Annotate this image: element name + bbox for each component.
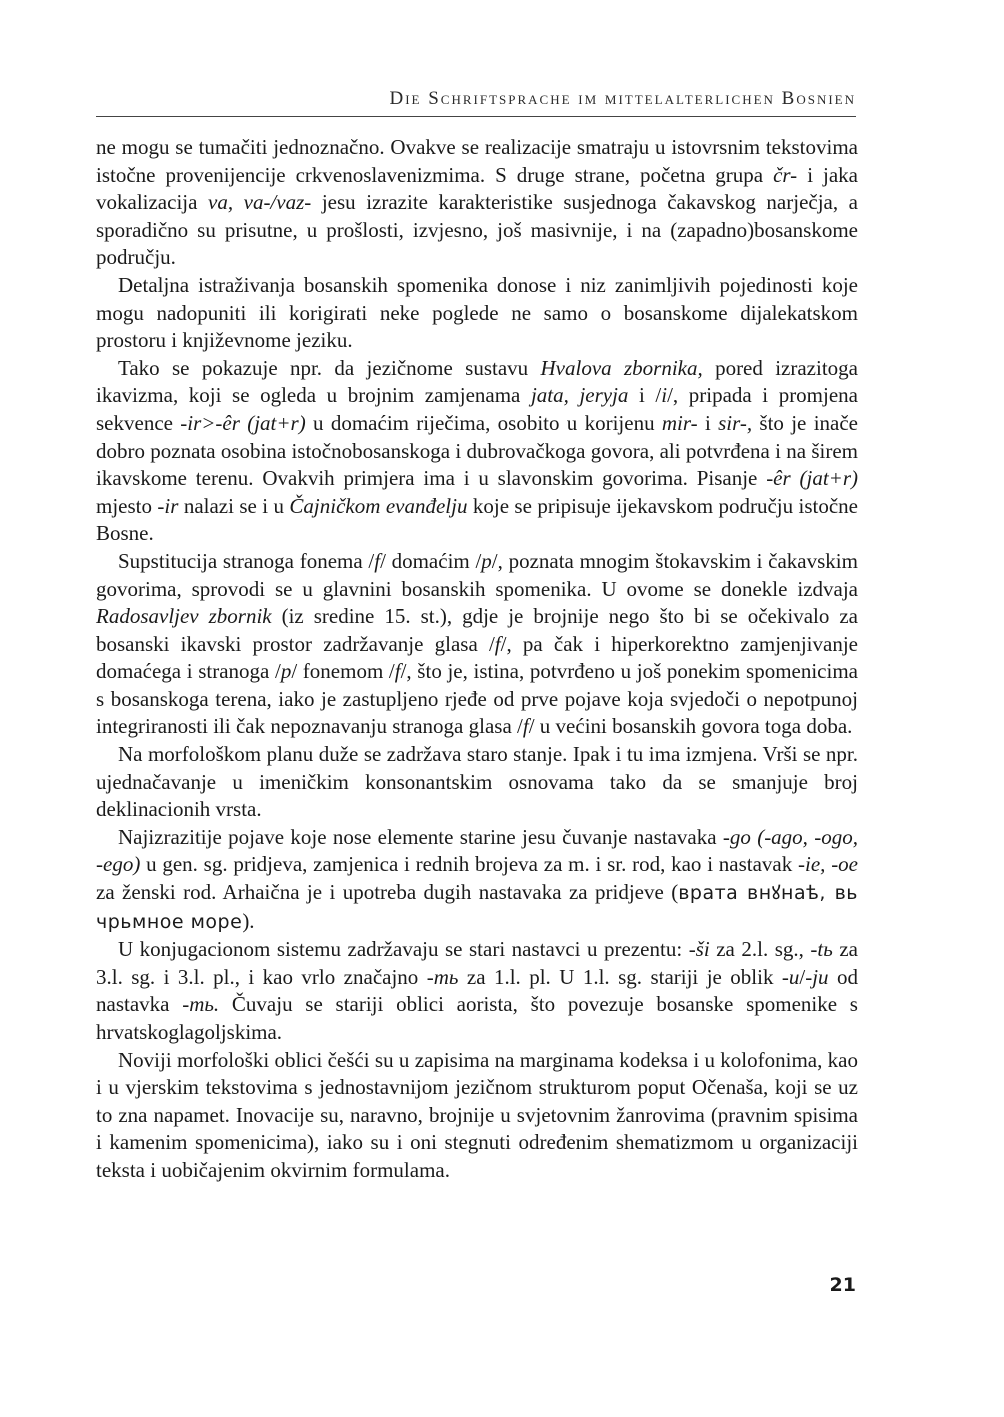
italic-term: jata, jeryja	[530, 383, 629, 408]
italic-term: -êr (jat+r)	[766, 466, 858, 491]
text-run: od nastavka	[96, 964, 858, 1017]
text-run: za 3.l. sg. i 3.l. pl., i kao vrlo značajno	[96, 937, 858, 989]
text-run: (iz sredine 15. st.), gdje je brojnije nego što bi se očekivalo za bosanski ikavski prostor zadržavanje glasa /	[96, 604, 858, 656]
italic-term: f	[494, 631, 501, 656]
text-run: /, poznata mnogim štokavskim i čakavskim govorima, sprovodi se u glavnini bosanskih spomenika. U ovome se donekle izdvaja	[96, 548, 858, 601]
text-run: koje se pripisuje ijekavskom području istočne Bosne.	[96, 493, 858, 546]
header-rule	[96, 116, 856, 117]
italic-title: Hvalova zbornika,	[540, 355, 703, 380]
paragraph-7	[96, 936, 858, 1046]
text-run: Čuvaju se stariji oblici aorista, što povezuje bosanske spomenike s hrvatskoglagoljskima.	[96, 992, 858, 1044]
paragraph-5: Na morfološkom planu duže se zadržava staro stanje. Ipak i tu ima izmjena. Vrši se npr. ujednačavanje u imeničkim konsonantskim osnovama tako da se smanjuje broj deklinacionih vrsta.	[96, 742, 858, 822]
italic-term: -tь	[810, 937, 833, 962]
italic-term: -mь.	[182, 992, 220, 1017]
text-run: / u većini bosanskih govora toga doba.	[528, 714, 853, 739]
italic-term: -ši	[688, 937, 710, 962]
italic-term: f	[522, 714, 529, 739]
text-run: nalazi se i u	[178, 493, 290, 518]
text-run: za 2.l. sg.,	[709, 937, 811, 962]
text-run: i jaka vokalizacija	[96, 162, 858, 215]
text-run: U konjugacionom sistemu zadržavaju se stari nastavci u prezentu:	[118, 937, 689, 962]
italic-term: -ir>-êr (jat+r)	[180, 410, 306, 435]
old-script-quote: врата внꙋнаѣ, вь чрьмное море	[96, 882, 858, 933]
text-run: mjesto	[96, 493, 158, 518]
italic-term: va, va-/vaz-	[208, 190, 312, 215]
paragraph-3	[96, 355, 858, 548]
text-run: / fonemom /	[291, 659, 395, 684]
text-run: /	[799, 964, 806, 989]
italic-term: p	[481, 548, 492, 573]
paragraph-1	[96, 134, 858, 272]
italic-term: sir-,	[718, 410, 753, 435]
italic-term: čr-	[773, 162, 798, 187]
text-run: ).	[242, 908, 255, 933]
text-run: za 1.l. pl. U 1.l. sg. stariji je oblik	[458, 964, 782, 989]
page-number: 21	[829, 1274, 856, 1296]
text-run: Tako se pokazuje npr. da jezičnome sustavu	[118, 355, 541, 380]
italic-term: i	[661, 383, 668, 408]
paragraph-6	[96, 824, 858, 936]
italic-term: -ir	[157, 493, 179, 518]
text-run: /, što je, istina, potvrđeno u još ponekim spomenicima s bosanskoga terena, iako je zastupljeno rjeđe od prve pojave koja svjedoči o nepotpunoj integriranosti ili čak nepoznavanju stranoga glasa /	[96, 659, 858, 739]
italic-title: Čajničkom evanđelju	[289, 493, 468, 518]
text-run: što je inače dobro poznata osobina istočnobosanskoga i dubrovačkoga govora, ali potvrđena i na širem ikavskome terenu. Ovakvih primjera ima i u slavonskim govorima. Pisanje	[96, 410, 858, 491]
italic-term: f	[374, 548, 381, 573]
italic-term: -mь	[426, 964, 459, 989]
text-run: pored izrazitoga ikavizma, koji se ogleda u brojnim zamjenama	[96, 355, 858, 408]
text-run: i	[697, 410, 719, 435]
text-run: Supstitucija stranoga fonema /	[118, 548, 375, 573]
text-run: i /	[628, 383, 662, 408]
text-run: u gen. sg. pridjeva, zamjenica i rednih brojeva za m. i sr. rod, kao i nastavak	[140, 852, 799, 877]
text-run: /, pa čak i hiperkorektno zamjenjivanje domaćega i stranoga /	[96, 631, 858, 684]
text-run: u domaćim riječima, osobito u korijenu	[305, 410, 662, 435]
text-run: ne mogu se tumačiti jednoznačno. Ovakve se realizacije smatraju u istovrsnim tekstovima istočne provenijencije crkvenoslavenizmima. S druge strane, početna grupa	[96, 135, 858, 187]
italic-term: p	[280, 659, 292, 684]
text-run: Najizrazitije pojave koje nose elemente starine jesu čuvanje nastavaka	[118, 824, 723, 849]
text-run: jesu izrazite karakteristike susjednoga čakavskog narječja, a sporadično su prisutne, u prošlosti, izvjesno, još masivnije, i na (zapadno)bosanskome području.	[96, 190, 858, 270]
paragraph-4	[96, 548, 858, 741]
italic-term: mir-	[661, 410, 698, 435]
paragraph-8: Noviji morfološki oblici češći su u zapisima na marginama kodeksa i u kolofonima, kao i u vjerskim tekstovima s jednostavnijom jezičnom strukturom poput Očenaša, koji se uz to zna napamet. Inovacije su, naravno, brojnije u svjetovnim žanrovima (pravnim spisima i kamenim spomenicima), iako su i oni stegnuti određenim shematizmom u organizaciji teksta i uobičajenim okvirnim formulama.	[96, 1047, 858, 1182]
text-run: / domaćim /	[380, 548, 482, 573]
italic-term: -ie, -oe	[798, 852, 859, 877]
italic-term: -ju	[805, 964, 829, 989]
text-run: za ženski rod. Arhaična je i upotreba dugih nastavaka za pridjeve (	[96, 880, 679, 905]
italic-term: f	[394, 659, 401, 684]
text-run: /, pripada i promjena sekvence	[96, 383, 858, 435]
body-text	[96, 134, 858, 1185]
paragraph-2: Detaljna istraživanja bosanskih spomenika donose i niz zanimljivih pojedinosti koje mogu nadopuniti ili korigirati neke poglede ne samo o bosanskome dijalekatskom prostoru i književnome jeziku.	[96, 272, 858, 353]
italic-term: -u	[781, 964, 800, 989]
running-header: Die Schriftsprache im mittelalterlichen Bosnien	[389, 88, 856, 109]
italic-title: Radosavljev zbornik	[96, 604, 272, 629]
italic-term: -go (-ago, -ogo, -ego)	[96, 824, 858, 877]
